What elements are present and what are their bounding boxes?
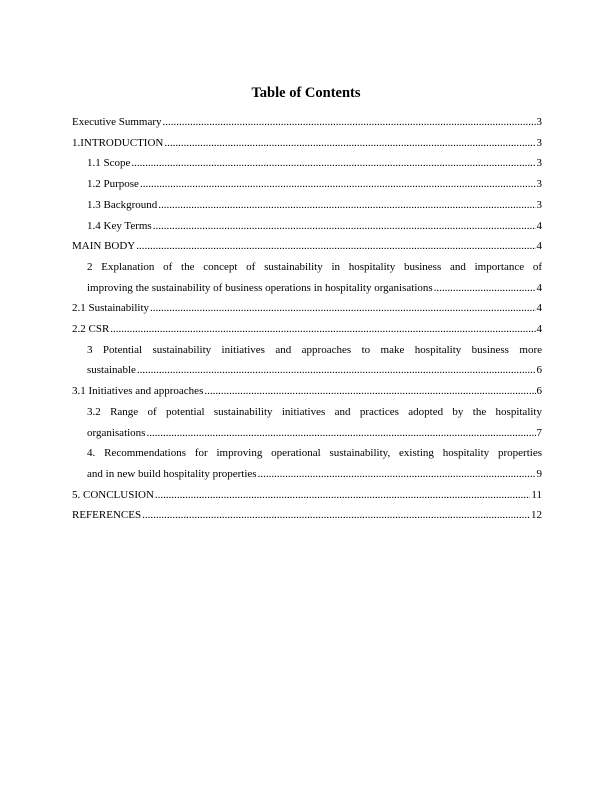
toc-leader-dots: [131, 153, 535, 174]
toc-page-number: 6: [536, 385, 542, 398]
toc-leader-dots: [150, 298, 536, 319]
toc-entry-text-line1: 2 Explanation of the concept of sustainability in hospitality business and importance of: [87, 260, 542, 273]
toc-entry-text: 1.INTRODUCTION: [72, 136, 164, 149]
toc-title: Table of Contents: [251, 85, 361, 101]
toc-entry-conclusion[interactable]: [72, 485, 542, 506]
toc-entry-initiatives-approaches[interactable]: [72, 381, 542, 402]
toc-leader-dots: [258, 464, 536, 485]
toc-page-number: 3: [536, 178, 542, 191]
toc-entry-text: sustainable: [87, 364, 136, 377]
toc-page-number: 11: [531, 488, 542, 501]
toc-page-number: 4: [536, 219, 542, 232]
toc-entry-purpose[interactable]: [72, 174, 542, 195]
toc-entry-text: MAIN BODY: [72, 240, 136, 253]
toc-page-number: 4: [536, 302, 542, 315]
toc-entry-text: improving the sustainability of business operations in hospitality organisations: [87, 281, 433, 294]
toc-entry-background[interactable]: [72, 195, 542, 216]
toc-entry-text: 1.3 Background: [87, 198, 158, 211]
toc-entry-text: 1.1 Scope: [87, 157, 131, 170]
toc-entry-section-3[interactable]: [72, 340, 542, 381]
toc-entry-text: 2.1 Sustainability: [72, 302, 149, 315]
toc-leader-dots: [155, 485, 531, 506]
toc-entry-text-line1: 4. Recommendations for improving operational sustainability, existing hospitality properties: [87, 447, 542, 460]
toc-entry-main-body[interactable]: [72, 236, 542, 257]
toc-page-number: 3: [536, 198, 542, 211]
toc-leader-dots: [434, 278, 536, 299]
toc-leader-dots: [142, 505, 530, 526]
toc-entry-introduction[interactable]: [72, 133, 542, 154]
toc-entry-text: 1.4 Key Terms: [87, 219, 152, 232]
toc-page-number: 9: [536, 467, 542, 480]
toc-leader-dots: [146, 423, 535, 444]
toc-page-number: 3: [536, 116, 542, 128]
toc-leader-dots: [158, 195, 535, 216]
toc-page-number: 4: [536, 240, 542, 253]
toc-entry-text: 1.2 Purpose: [87, 178, 139, 191]
toc-leader-dots: [164, 133, 535, 154]
table-of-contents: [72, 112, 542, 526]
toc-page-number: 4: [536, 281, 542, 294]
toc-leader-dots: [140, 174, 536, 195]
toc-entry-text: 3.1 Initiatives and approaches: [72, 385, 204, 398]
toc-page-number: 3: [536, 157, 542, 170]
toc-entry-section-4[interactable]: [72, 443, 542, 484]
toc-entry-text: 5. CONCLUSION: [72, 488, 154, 501]
toc-leader-dots: [153, 216, 536, 237]
toc-entry-section-2[interactable]: [72, 257, 542, 298]
toc-leader-dots: [204, 381, 535, 402]
toc-entry-text-line1: 3.2 Range of potential sustainability initiatives and practices adopted by the hospitality: [87, 405, 542, 418]
toc-entry-text: 2.2 CSR: [72, 323, 110, 336]
toc-leader-dots: [137, 360, 536, 381]
toc-entry-scope[interactable]: [72, 153, 542, 174]
toc-entry-text: REFERENCES: [72, 509, 142, 522]
toc-page-number: 7: [536, 426, 542, 439]
toc-entry-executive-summary[interactable]: [72, 112, 542, 133]
toc-leader-dots: [110, 319, 535, 340]
toc-entry-csr[interactable]: [72, 319, 542, 340]
toc-leader-dots: [163, 112, 536, 133]
toc-leader-dots: [136, 236, 535, 257]
toc-entry-section-3-2[interactable]: [72, 402, 542, 443]
toc-entry-text-line1: 3 Potential sustainability initiatives and approaches to make hospitality business more: [87, 343, 542, 356]
toc-entry-sustainability[interactable]: [72, 298, 542, 319]
toc-entry-text: and in new build hospitality properties: [87, 467, 257, 480]
toc-page-number: 3: [536, 136, 542, 149]
toc-entry-key-terms[interactable]: [72, 216, 542, 237]
toc-entry-references[interactable]: [72, 505, 542, 526]
toc-entry-text: Executive Summary: [72, 116, 162, 128]
toc-page-number: 4: [536, 323, 542, 336]
toc-page-number: 6: [536, 364, 542, 377]
toc-entry-text: organisations: [87, 426, 146, 439]
toc-page-number: 12: [531, 509, 542, 522]
